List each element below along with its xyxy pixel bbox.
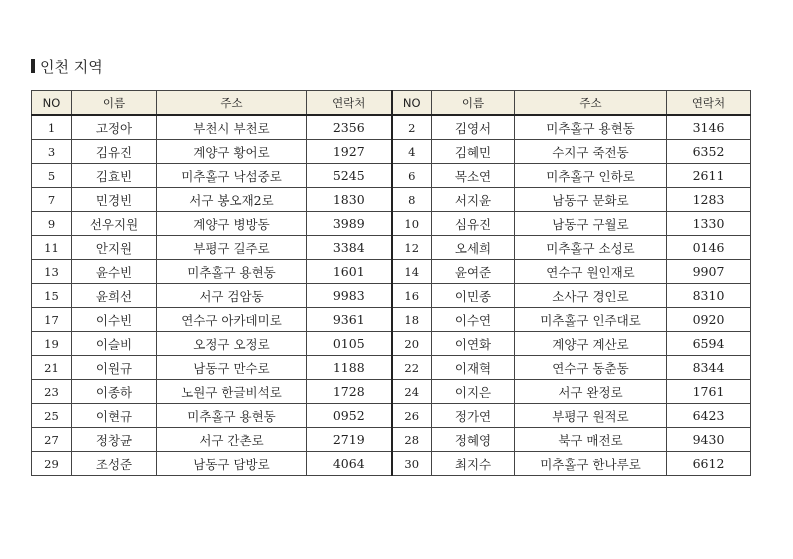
cell-address: 부평구 원적로 <box>515 404 667 428</box>
cell-contact: 2611 <box>667 164 751 188</box>
cell-no: 13 <box>32 260 72 284</box>
cell-name: 윤수빈 <box>72 260 157 284</box>
table-row <box>32 380 751 404</box>
cell-contact: 1283 <box>667 188 751 212</box>
cell-address: 미추홀구 인주대로 <box>515 308 667 332</box>
cell-address: 오정구 오정로 <box>157 332 307 356</box>
cell-no: 26 <box>392 404 432 428</box>
cell-name: 민경빈 <box>72 188 157 212</box>
header-no: NO <box>392 91 432 116</box>
cell-contact: 1927 <box>307 140 392 164</box>
cell-contact: 8344 <box>667 356 751 380</box>
cell-no: 28 <box>392 428 432 452</box>
cell-no: 7 <box>32 188 72 212</box>
cell-contact: 6612 <box>667 452 751 476</box>
cell-contact: 0105 <box>307 332 392 356</box>
cell-contact: 1188 <box>307 356 392 380</box>
cell-name: 이원규 <box>72 356 157 380</box>
table-row <box>32 308 751 332</box>
cell-contact: 3146 <box>667 115 751 140</box>
cell-address: 서구 검암동 <box>157 284 307 308</box>
cell-contact: 1601 <box>307 260 392 284</box>
section-title <box>31 56 103 76</box>
cell-name: 이민종 <box>432 284 515 308</box>
cell-name: 목소연 <box>432 164 515 188</box>
cell-address: 미추홀구 용현동 <box>515 115 667 140</box>
cell-name: 정가연 <box>432 404 515 428</box>
cell-no: 24 <box>392 380 432 404</box>
cell-no: 18 <box>392 308 432 332</box>
cell-contact: 4064 <box>307 452 392 476</box>
cell-contact: 6423 <box>667 404 751 428</box>
cell-name: 이현규 <box>72 404 157 428</box>
cell-name: 이연화 <box>432 332 515 356</box>
table-row <box>32 356 751 380</box>
cell-name: 이지은 <box>432 380 515 404</box>
header-contact: 연락처 <box>307 91 392 116</box>
cell-address: 미추홀구 용현동 <box>157 260 307 284</box>
cell-contact: 6594 <box>667 332 751 356</box>
cell-name: 이재혁 <box>432 356 515 380</box>
cell-no: 21 <box>32 356 72 380</box>
cell-contact: 1330 <box>667 212 751 236</box>
cell-address: 남동구 담방로 <box>157 452 307 476</box>
cell-name: 고정아 <box>72 115 157 140</box>
cell-address: 계양구 황어로 <box>157 140 307 164</box>
cell-address: 계양구 병방동 <box>157 212 307 236</box>
cell-name: 정창균 <box>72 428 157 452</box>
cell-address: 부평구 길주로 <box>157 236 307 260</box>
cell-contact: 8310 <box>667 284 751 308</box>
cell-no: 4 <box>392 140 432 164</box>
cell-no: 29 <box>32 452 72 476</box>
header-address: 주소 <box>157 91 307 116</box>
cell-name: 심유진 <box>432 212 515 236</box>
table-row <box>32 260 751 284</box>
cell-address: 노원구 한글비석로 <box>157 380 307 404</box>
cell-address: 수지구 죽전동 <box>515 140 667 164</box>
cell-name: 오세희 <box>432 236 515 260</box>
table-row <box>32 140 751 164</box>
title-bullet-icon <box>31 59 35 73</box>
cell-contact: 5245 <box>307 164 392 188</box>
cell-address: 서구 완정로 <box>515 380 667 404</box>
cell-no: 1 <box>32 115 72 140</box>
cell-no: 6 <box>392 164 432 188</box>
header-name: 이름 <box>432 91 515 116</box>
cell-no: 27 <box>32 428 72 452</box>
cell-contact: 6352 <box>667 140 751 164</box>
cell-contact: 9361 <box>307 308 392 332</box>
cell-address: 연수구 원인재로 <box>515 260 667 284</box>
cell-address: 소사구 경인로 <box>515 284 667 308</box>
table-body <box>32 115 751 476</box>
table-row <box>32 332 751 356</box>
cell-address: 서구 간촌로 <box>157 428 307 452</box>
cell-no: 11 <box>32 236 72 260</box>
cell-contact: 9907 <box>667 260 751 284</box>
cell-name: 조성준 <box>72 452 157 476</box>
cell-contact: 3384 <box>307 236 392 260</box>
cell-no: 14 <box>392 260 432 284</box>
cell-no: 23 <box>32 380 72 404</box>
cell-name: 최지수 <box>432 452 515 476</box>
cell-name: 윤희선 <box>72 284 157 308</box>
table-row <box>32 404 751 428</box>
header-name: 이름 <box>72 91 157 116</box>
cell-address: 미추홀구 소성로 <box>515 236 667 260</box>
cell-name: 이종하 <box>72 380 157 404</box>
cell-contact: 9430 <box>667 428 751 452</box>
cell-contact: 3989 <box>307 212 392 236</box>
cell-address: 서구 봉오재2로 <box>157 188 307 212</box>
cell-name: 이슬비 <box>72 332 157 356</box>
cell-no: 30 <box>392 452 432 476</box>
cell-address: 미추홀구 용현동 <box>157 404 307 428</box>
section-title-text: 인천 지역 <box>40 57 103 76</box>
cell-no: 16 <box>392 284 432 308</box>
table-row <box>32 452 751 476</box>
cell-address: 북구 매전로 <box>515 428 667 452</box>
cell-contact: 0920 <box>667 308 751 332</box>
cell-address: 계양구 계산로 <box>515 332 667 356</box>
table-row <box>32 164 751 188</box>
cell-no: 25 <box>32 404 72 428</box>
cell-contact: 0952 <box>307 404 392 428</box>
cell-name: 선우지원 <box>72 212 157 236</box>
cell-name: 안지원 <box>72 236 157 260</box>
header-contact: 연락처 <box>667 91 751 116</box>
cell-no: 10 <box>392 212 432 236</box>
cell-address: 연수구 동춘동 <box>515 356 667 380</box>
cell-contact: 0146 <box>667 236 751 260</box>
cell-no: 20 <box>392 332 432 356</box>
cell-no: 22 <box>392 356 432 380</box>
cell-no: 5 <box>32 164 72 188</box>
cell-name: 김혜민 <box>432 140 515 164</box>
table-row <box>32 284 751 308</box>
cell-no: 12 <box>392 236 432 260</box>
table-row <box>32 115 751 140</box>
cell-no: 8 <box>392 188 432 212</box>
cell-name: 김영서 <box>432 115 515 140</box>
cell-address: 남동구 구월로 <box>515 212 667 236</box>
cell-address: 미추홀구 인하로 <box>515 164 667 188</box>
cell-address: 남동구 만수로 <box>157 356 307 380</box>
table-row <box>32 236 751 260</box>
table-header-row <box>32 91 751 116</box>
cell-name: 이수빈 <box>72 308 157 332</box>
cell-no: 19 <box>32 332 72 356</box>
cell-address: 연수구 아카데미로 <box>157 308 307 332</box>
cell-no: 17 <box>32 308 72 332</box>
table-row <box>32 428 751 452</box>
cell-contact: 1761 <box>667 380 751 404</box>
cell-name: 정혜영 <box>432 428 515 452</box>
cell-name: 김효빈 <box>72 164 157 188</box>
cell-no: 2 <box>392 115 432 140</box>
cell-address: 남동구 문화로 <box>515 188 667 212</box>
header-no: NO <box>32 91 72 116</box>
cell-name: 서지윤 <box>432 188 515 212</box>
cell-contact: 1830 <box>307 188 392 212</box>
table-row <box>32 188 751 212</box>
cell-contact: 9983 <box>307 284 392 308</box>
header-address: 주소 <box>515 91 667 116</box>
cell-address: 미추홀구 한나루로 <box>515 452 667 476</box>
table-row <box>32 212 751 236</box>
cell-contact: 2719 <box>307 428 392 452</box>
cell-address: 부천시 부천로 <box>157 115 307 140</box>
contact-table <box>31 90 751 476</box>
cell-no: 9 <box>32 212 72 236</box>
cell-contact: 1728 <box>307 380 392 404</box>
cell-name: 이수연 <box>432 308 515 332</box>
cell-address: 미추홀구 낙섬중로 <box>157 164 307 188</box>
cell-name: 김유진 <box>72 140 157 164</box>
cell-no: 15 <box>32 284 72 308</box>
cell-no: 3 <box>32 140 72 164</box>
cell-name: 윤여준 <box>432 260 515 284</box>
cell-contact: 2356 <box>307 115 392 140</box>
